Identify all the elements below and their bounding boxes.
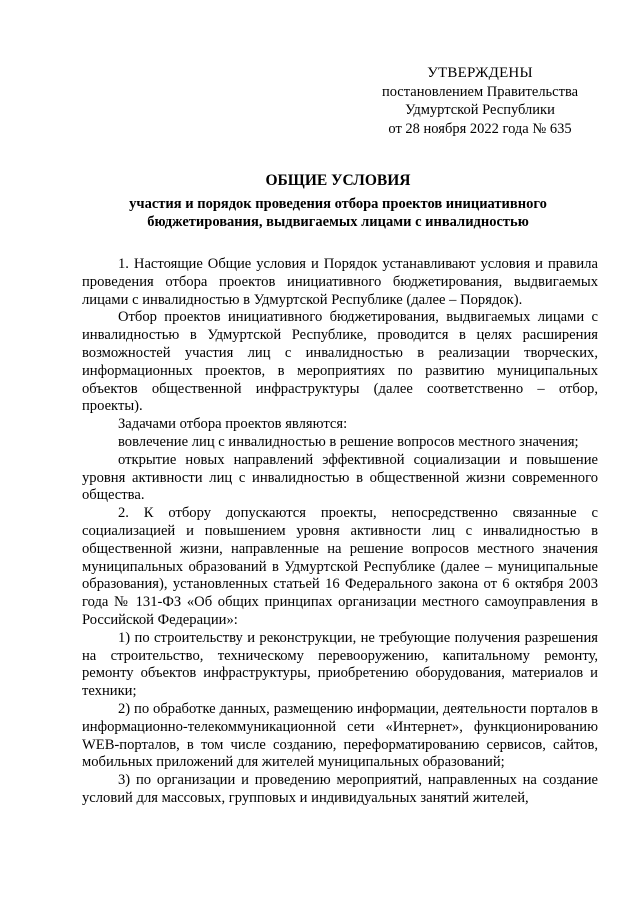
paragraph: 1) по строительству и реконструкции, не требующие получения разрешения на строительство, техническому перевооружению, капитальному ремонту, ремонту объектов инфраструктуры, приобретению оборудования, материалов и техники; <box>82 629 598 700</box>
paragraph: Отбор проектов инициативного бюджетирования, выдвигаемых лицами с инвалидностью в Удмуртской Республике, проводится в целях расширения возможностей участия лиц с инвалидностью в реализации творческих, информационных проектов, в мероприятиях по развитию муниципальных объектов общественной инфраструктуры (далее соответственно – отбор, проекты). <box>82 309 598 415</box>
paragraph: открытие новых направлений эффективной социализации и повышение уровня активности лиц с инвалидностью в общественной жизни современного общества. <box>82 451 598 504</box>
document-body <box>82 256 598 808</box>
document-subtitle: участия и порядок проведения отбора проектов инициативного бюджетирования, выдвигаемых лицами с инвалидностью <box>129 196 547 230</box>
paragraph: Задачами отбора проектов являются: <box>118 416 348 433</box>
paragraph: 2) по обработке данных, размещению информации, деятельности порталов в информационно-телекоммуникационной сети «Интернет», функционированию WEB-порталов, в том числе созданию, переформатированию сервисов, сайтов, мобильных приложений для жителей муниципальных образований; <box>82 700 598 771</box>
approval-stamp <box>362 64 598 138</box>
approval-line-1: постановлением Правительства <box>381 83 579 100</box>
approval-line-2: Удмуртской Республики <box>405 102 555 118</box>
approval-heading: УТВЕРЖДЕНЫ <box>427 65 533 81</box>
paragraph: вовлечение лиц с инвалидностью в решение вопросов местного значения; <box>118 433 579 450</box>
paragraph: 2. К отбору допускаются проекты, непосредственно связанные с социализацией и повышением уровня активности лиц с инвалидностью в общественной жизни, направленные на решение вопросов местного значения муниципальных образований в Удмуртской Республике (далее – муниципальные образования), установленных статьей 16 Федерального закона от 6 октября 2003 года № 131-ФЗ «Об общих принципах организации местного самоуправления в Российской Федерации»: <box>82 505 598 628</box>
document-title: ОБЩИЕ УСЛОВИЯ <box>265 172 411 189</box>
approval-line-3: от 28 ноября 2022 года № 635 <box>388 120 572 137</box>
document-title-block <box>74 171 602 231</box>
paragraph: 1. Настоящие Общие условия и Порядок устанавливают условия и правила проведения отбора проектов инициативного бюджетирования, выдвигаемых лицами с инвалидностью в Удмуртской Республике (далее – Порядок). <box>82 256 598 308</box>
paragraph: 3) по организации и проведению мероприятий, направленных на создание условий для массовых, групповых и индивидуальных занятий жителей, <box>82 772 598 806</box>
